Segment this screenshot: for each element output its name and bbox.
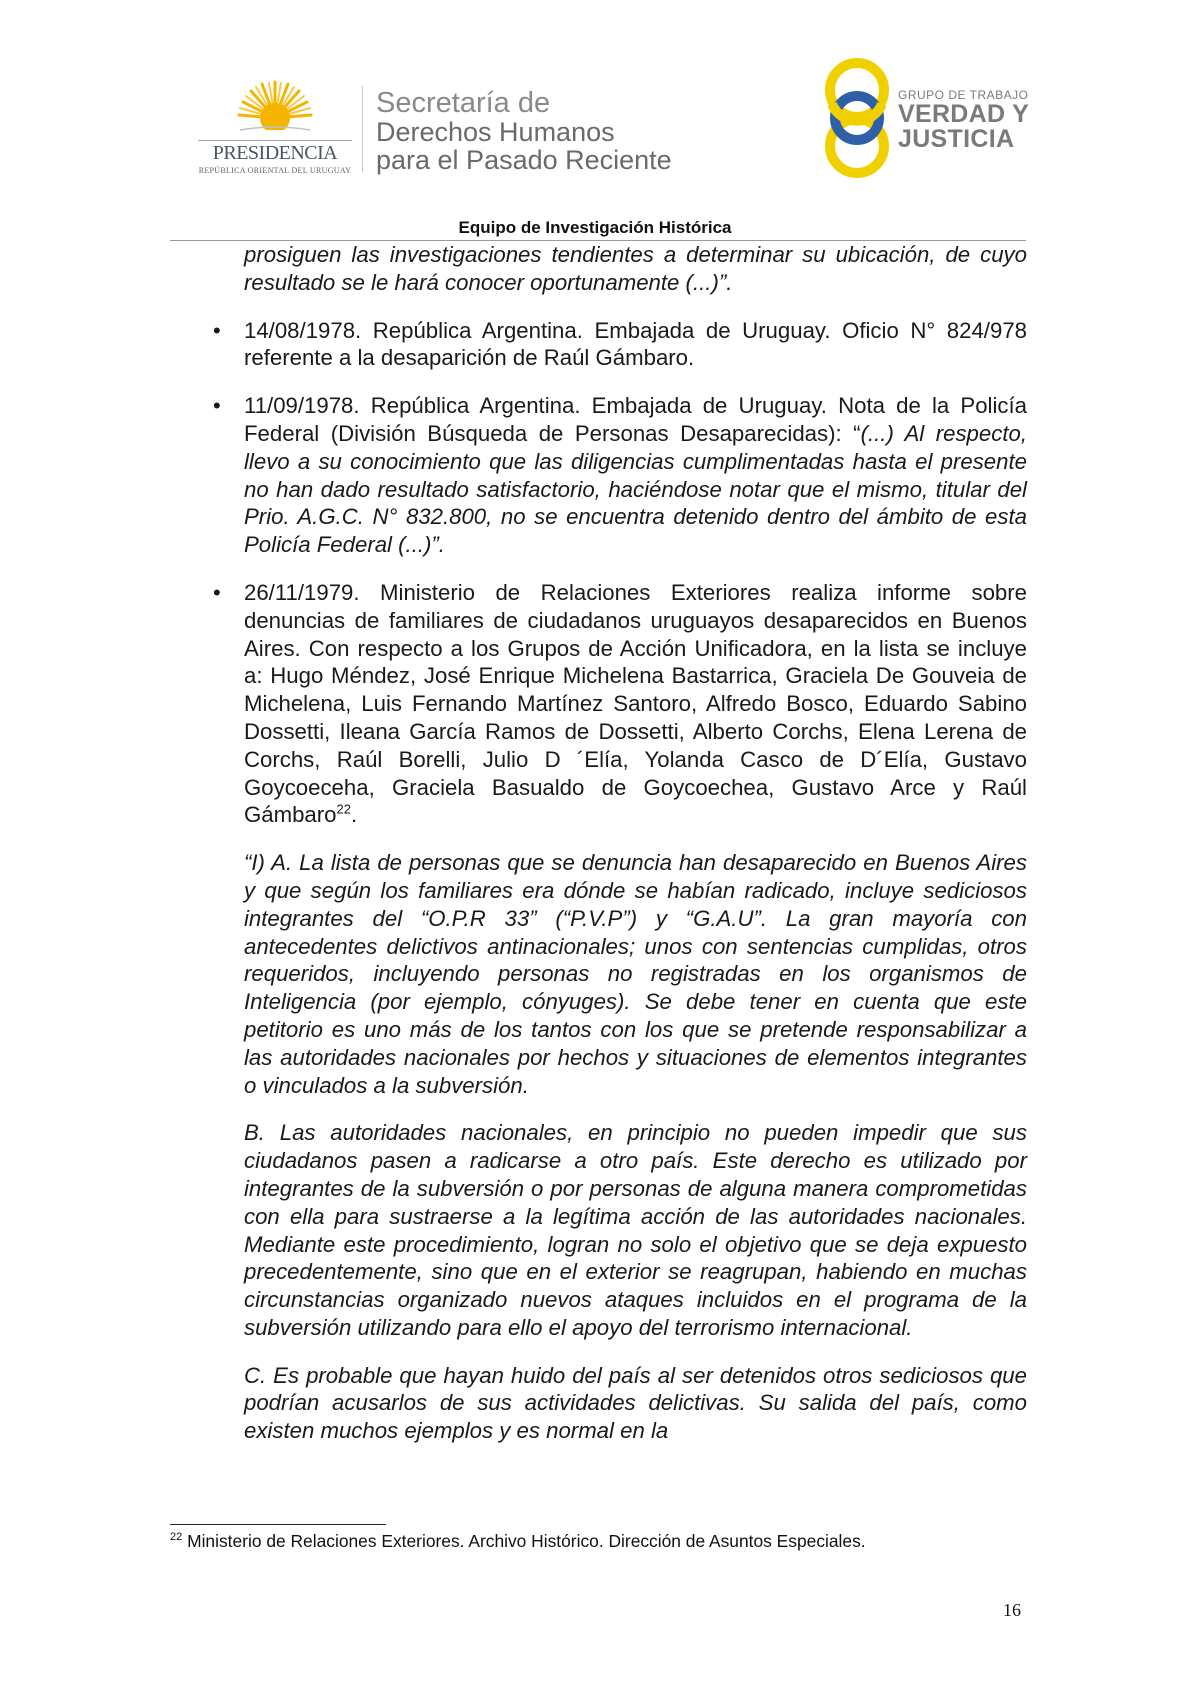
bullet-icon: • [213,579,221,605]
bullet-text-quote: (...) Al respecto, llevo a su conocimiento que las diligencias cumplimentadas hasta el presente no han dado resultado satisfactorio, haciéndose notar que el mismo, titular del Prio. A.G.C. N° 832.800, no se encuentra detenido dentro del ámbito de esta Policía Federal (...)”. [244,420,1027,558]
secretaria-line-3: para el Pasado Reciente [376,145,672,175]
bullet-text [244,392,1027,559]
page-number: 16 [1003,1600,1021,1620]
presidencia-rule [198,140,352,141]
header-divider [362,86,363,172]
bullet-text-end: . [350,802,358,828]
presidencia-subtitle: REPÚBLICA ORIENTAL DEL URUGUAY [198,166,352,175]
footnote-number: 22 [170,1531,183,1544]
footnote-rule [170,1524,386,1525]
quote-paragraph: “I) A. La lista de personas que se denuncia han desaparecido en Buenos Aires y que según los familiares era dónde se habían radicado, incluye sediciosos integrantes del “O.P.R 33” (“P.V.P”) y “G.A.U”. La gran mayoría con antecedentes delictivos antinacionales; unos con sentencias cumplidas, otros requeridos, incluyendo personas no registradas en los organismos de Inteligencia (por ejemplo, cónyuges). Se debe tener en cuenta que este petitorio es uno más de los tantos con los que se pretende responsabilizar a las autoridades nacionales por hechos y situaciones de elementos integrantes o vinculados a la subversión. [244,850,1027,1098]
quote-paragraph: B. Las autoridades nacionales, en principio no pueden impedir que sus ciudadanos pasen a radicarse a otro país. Este derecho es utilizado por integrantes de la subversión o por personas de alguna manera comprometidas con ella para sustraerse a la legítima acción de las autoridades nacionales. Mediante este procedimiento, logran no solo el objetivo que se deja expuesto precedentemente, sino que en el exterior se reagrupan, habiendo en muchas circunstancias organizado nuevos ataques incluidos en el programa de la subversión utilizando para ello el apoyo del terrorismo internacional. [244,1120,1027,1340]
bullet-text: 14/08/1978. República Argentina. Embajada de Uruguay. Oficio N° 824/978 referente a la desaparición de Raúl Gámbaro. [244,317,1027,371]
team-heading: Equipo de Investigación Histórica [458,218,732,237]
sun-emblem-icon [236,78,314,140]
secretaria-title [376,88,672,174]
grupo-line-2: VERDAD Y [898,100,1030,128]
secretaria-line-2: Derechos Humanos [376,117,615,147]
bullet-icon: • [213,393,221,419]
presidencia-logo [196,78,354,178]
grupo-line-3: JUSTICIA [898,125,1015,153]
document-body [213,241,1027,1445]
bullet-text-plain: 26/11/1979. Ministerio de Relaciones Exteriores realiza informe sobre denuncias de familiares de ciudadanos uruguayos desaparecidos en Buenos Aires. Con respecto a los Grupos de Acción Unificadora, en la lista se incluye a: Hugo Méndez, José Enrique Michelena Bastarrica, Graciela De Gouveia de Michelena, Luis Fernando Martínez Santoro, Alfredo Bosco, Eduardo Sabino Dossetti, Ileana García Ramos de Dossetti, Alberto Corchs, Elena Lerena de Corchs, Raúl Borelli, Julio D ´Elía, Yolanda Casco de D´Elía, Gustavo Goycoeceha, Graciela Basualdo de Goycoechea, Gustavo Arce y Raúl Gámbaro [244,579,1027,828]
bullet-item [213,317,1027,373]
grupo-trabajo-title [898,88,1029,152]
intro-continuation: prosiguen las investigaciones tendientes a determinar su ubicación, de cuyo resultado se le hará conocer oportunamente (...)”. [244,242,1027,295]
bullet-item [213,392,1027,559]
footnote [170,1531,866,1552]
quote-paragraph: C. Es probable que hayan huido del país al ser detenidos otros sediciosos que podrían acusarlos de sus actividades delictivas. Su salida del país, como existen muchos ejemplos y es normal en la [244,1362,1027,1444]
footnote-text: Ministerio de Relaciones Exteriores. Archivo Histórico. Dirección de Asuntos Especiales. [182,1531,866,1551]
presidencia-name: PRESIDENCIA [212,142,338,164]
bullet-text-plain: 11/09/1978. República Argentina. Embajada de Uruguay. Nota de la Policía Federal (División Búsqueda de Personas Desaparecidas): “ [244,393,1027,446]
footnote-ref[interactable]: 22 [336,801,351,817]
interlocking-rings-icon [820,56,894,180]
secretaria-line-1: Secretaría de [376,87,551,119]
page-header [0,0,1190,240]
bullet-text [244,579,1027,829]
bullet-item [213,579,1027,829]
bullet-icon: • [213,317,221,343]
grupo-line-1: GRUPO DE TRABAJO [898,88,1029,102]
